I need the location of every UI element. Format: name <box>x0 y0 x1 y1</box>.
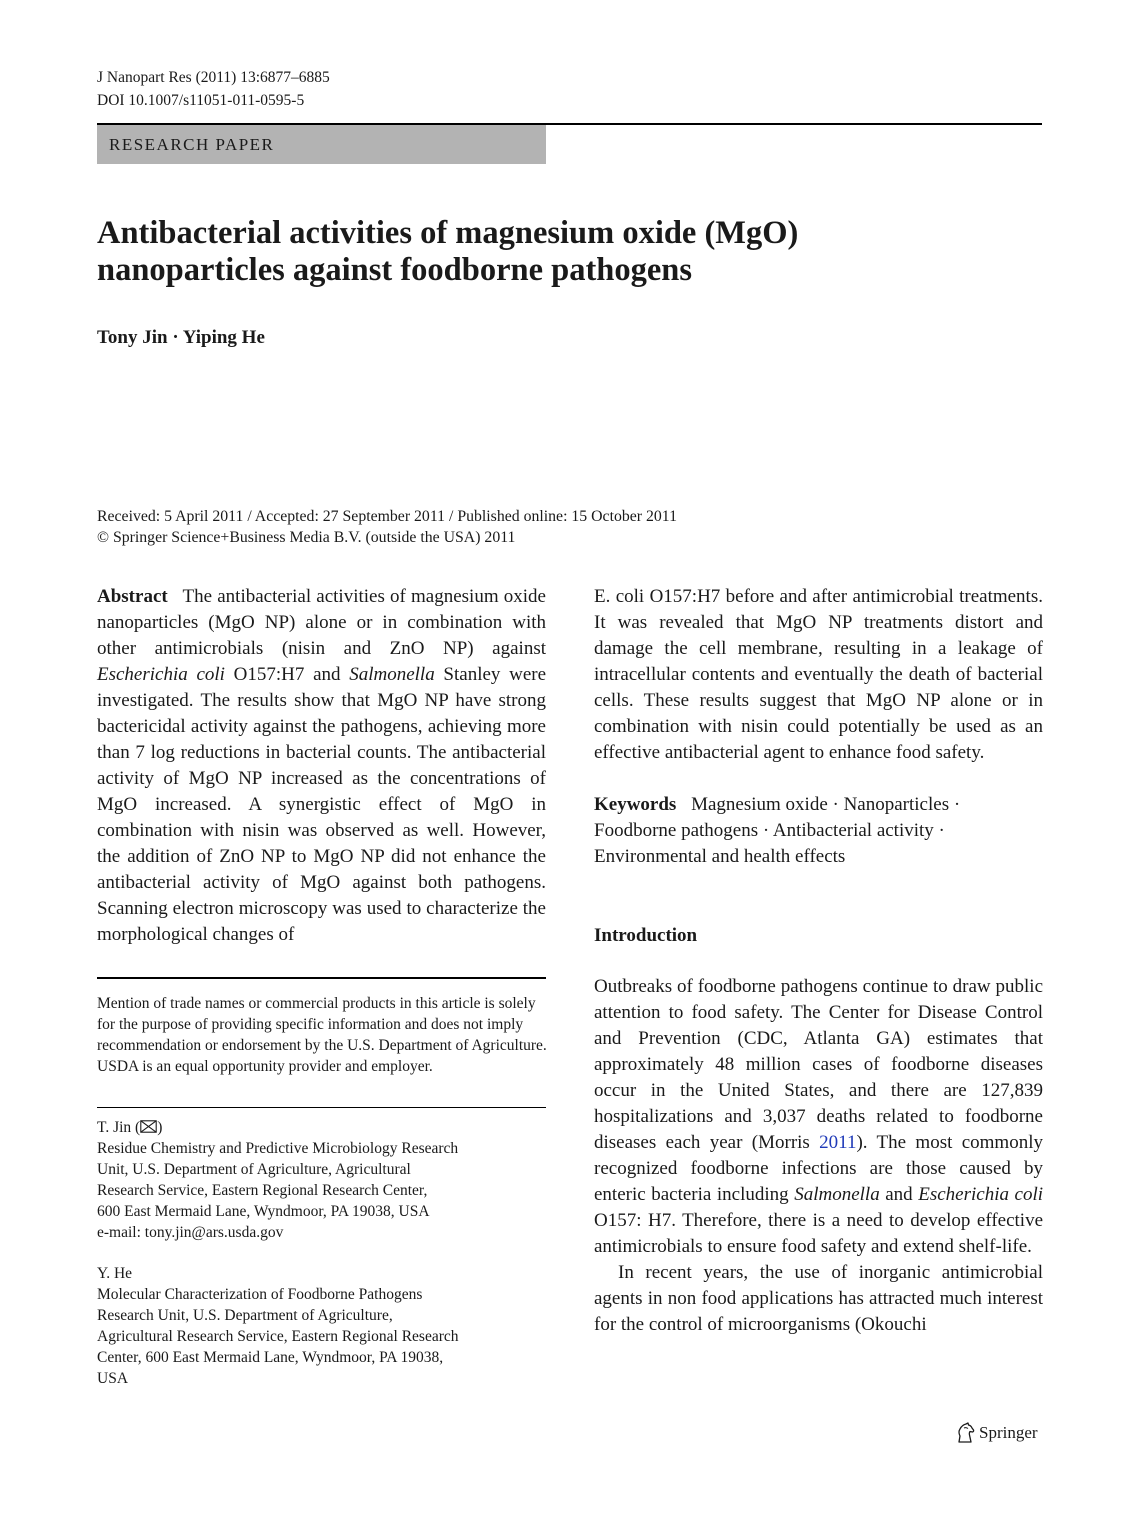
paper-title <box>97 215 997 289</box>
species-name: Salmonella <box>794 1184 880 1205</box>
species-name: Escherichia coli <box>97 664 225 685</box>
author-list: Tony Jin · Yiping He <box>97 327 265 348</box>
affiliation-line: Center, 600 East Mermaid Lane, Wyndmoor, PA 19038, <box>97 1349 444 1366</box>
affiliation-line: Agricultural Research Service, Eastern Regional Research <box>97 1328 459 1345</box>
keywords-label: Keywords <box>594 794 677 815</box>
abstract-text: E. coli <box>594 586 645 607</box>
affiliation-line: Unit, U.S. Department of Agriculture, Agricultural <box>97 1161 411 1178</box>
affiliation-author: Y. He <box>97 1265 133 1282</box>
paragraph-text: and <box>885 1184 913 1205</box>
affiliation-line: Research Service, Eastern Regional Research Center, <box>97 1182 428 1199</box>
author-name-end: ) <box>157 1119 163 1136</box>
paragraph-text: O157: H7. Therefore, there is a need to develop effective antimicrobials to ensure food safety and extend shelf-life. <box>594 1210 1043 1257</box>
affiliation-rule <box>97 1107 546 1108</box>
publication-dates <box>97 506 677 548</box>
abstract-text: Stanley were investigated. The results show that MgO NP have strong bactericidal activity against the pathogens, achieving more than 7 log reductions in bacterial counts. The antibacterial activity of MgO NP increased as the concentrations of MgO increased. A synergistic effect of MgO in combination with nisin was observed as well. However, the addition of ZnO NP to MgO NP did not enhance the antibacterial activity of MgO against both pathogens. Scanning electron microscopy was used to characterize the morphological changes of <box>97 664 547 945</box>
affiliation-line: 600 East Mermaid Lane, Wyndmoor, PA 19038, USA <box>97 1203 430 1220</box>
springer-horse-icon <box>956 1422 976 1444</box>
affiliation-jin <box>97 1117 549 1243</box>
affiliation-line: USA <box>97 1370 129 1387</box>
abstract-continued <box>594 584 1043 766</box>
footnote-rule <box>97 977 546 979</box>
affiliation-line: Residue Chemistry and Predictive Microbiology Research <box>97 1140 459 1157</box>
envelope-icon <box>140 1120 157 1133</box>
dates-line: Received: 5 April 2011 / Accepted: 27 September 2011 / Published online: 15 October 2011 <box>97 508 677 525</box>
abstract-label: Abstract <box>97 586 168 607</box>
publisher-name: Springer <box>979 1423 1038 1442</box>
abstract <box>97 584 546 948</box>
publisher-logo <box>956 1422 1038 1444</box>
abstract-text: The antibacterial activities of magnesium oxide nanoparticles (MgO NP) alone or in combination with other antimicrobials (nisin and ZnO NP) against <box>97 586 546 659</box>
paragraph-text: ). The most commonly recognized foodborne infections are those caused by enteric bacteria including <box>594 1132 1043 1205</box>
species-name: Salmonella <box>349 664 435 685</box>
doi: DOI 10.1007/s11051-011-0595-5 <box>97 92 305 109</box>
paragraph-text: Outbreaks of foodborne pathogens continue to draw public attention to food safety. The Center for Disease Control and Prevention (CDC, Atlanta GA) estimates that approximately 48 million cases of foodborne diseases occur in the United States, and there are 127,839 hospitalizations and 3,037 deaths related to foodborne diseases each year (Morris <box>594 976 1043 1153</box>
author-name: T. Jin ( <box>97 1119 141 1136</box>
introduction-paragraph <box>594 974 1043 1260</box>
author-email[interactable]: e-mail: tony.jin@ars.usda.gov <box>97 1224 284 1241</box>
section-banner: RESEARCH PAPER <box>97 125 546 164</box>
title-line-1: Antibacterial activities of magnesium oxide (MgO) <box>97 215 799 251</box>
citation-link[interactable]: 2011 <box>819 1132 857 1153</box>
keywords <box>594 792 1043 870</box>
affiliation-line: Molecular Characterization of Foodborne Pathogens <box>97 1286 423 1303</box>
right-column <box>594 584 1043 1338</box>
abstract-text: O157:H7 and <box>233 664 341 685</box>
keywords-text: Magnesium oxide · Nanoparticles · Foodborne pathogens · Antibacterial activity · Environmental and health effects <box>594 794 961 867</box>
species-name: Escherichia coli <box>918 1184 1044 1205</box>
abstract-text: O157:H7 before and after antimicrobial treatments. It was revealed that MgO NP treatments distort and damage the cell membrane, resulting in a leakage of intracellular contents and eventually the death of bacterial cells. These results suggest that MgO NP alone or in combination with nisin could potentially be used as an effective antibacterial agent to enhance food safety. <box>594 586 1043 763</box>
affiliation-author <box>97 1117 549 1138</box>
copyright-line: © Springer Science+Business Media B.V. (outside the USA) 2011 <box>97 529 516 546</box>
introduction-paragraph: In recent years, the use of inorganic antimicrobial agents in non food applications has attracted much interest for the control of microorganisms (Okouchi <box>594 1262 1043 1335</box>
journal-reference: J Nanopart Res (2011) 13:6877–6885 <box>97 69 330 86</box>
introduction-heading: Introduction <box>594 925 698 946</box>
footnote: Mention of trade names or commercial products in this article is solely for the purpose of providing specific information and does not imply recommendation or endorsement by the U.S. Department of Agriculture. USDA is an equal opportunity provider and employer. <box>97 995 547 1075</box>
title-line-2: nanoparticles against foodborne pathogens <box>97 252 692 288</box>
affiliation-he <box>97 1263 549 1389</box>
affiliation-line: Research Unit, U.S. Department of Agriculture, <box>97 1307 393 1324</box>
